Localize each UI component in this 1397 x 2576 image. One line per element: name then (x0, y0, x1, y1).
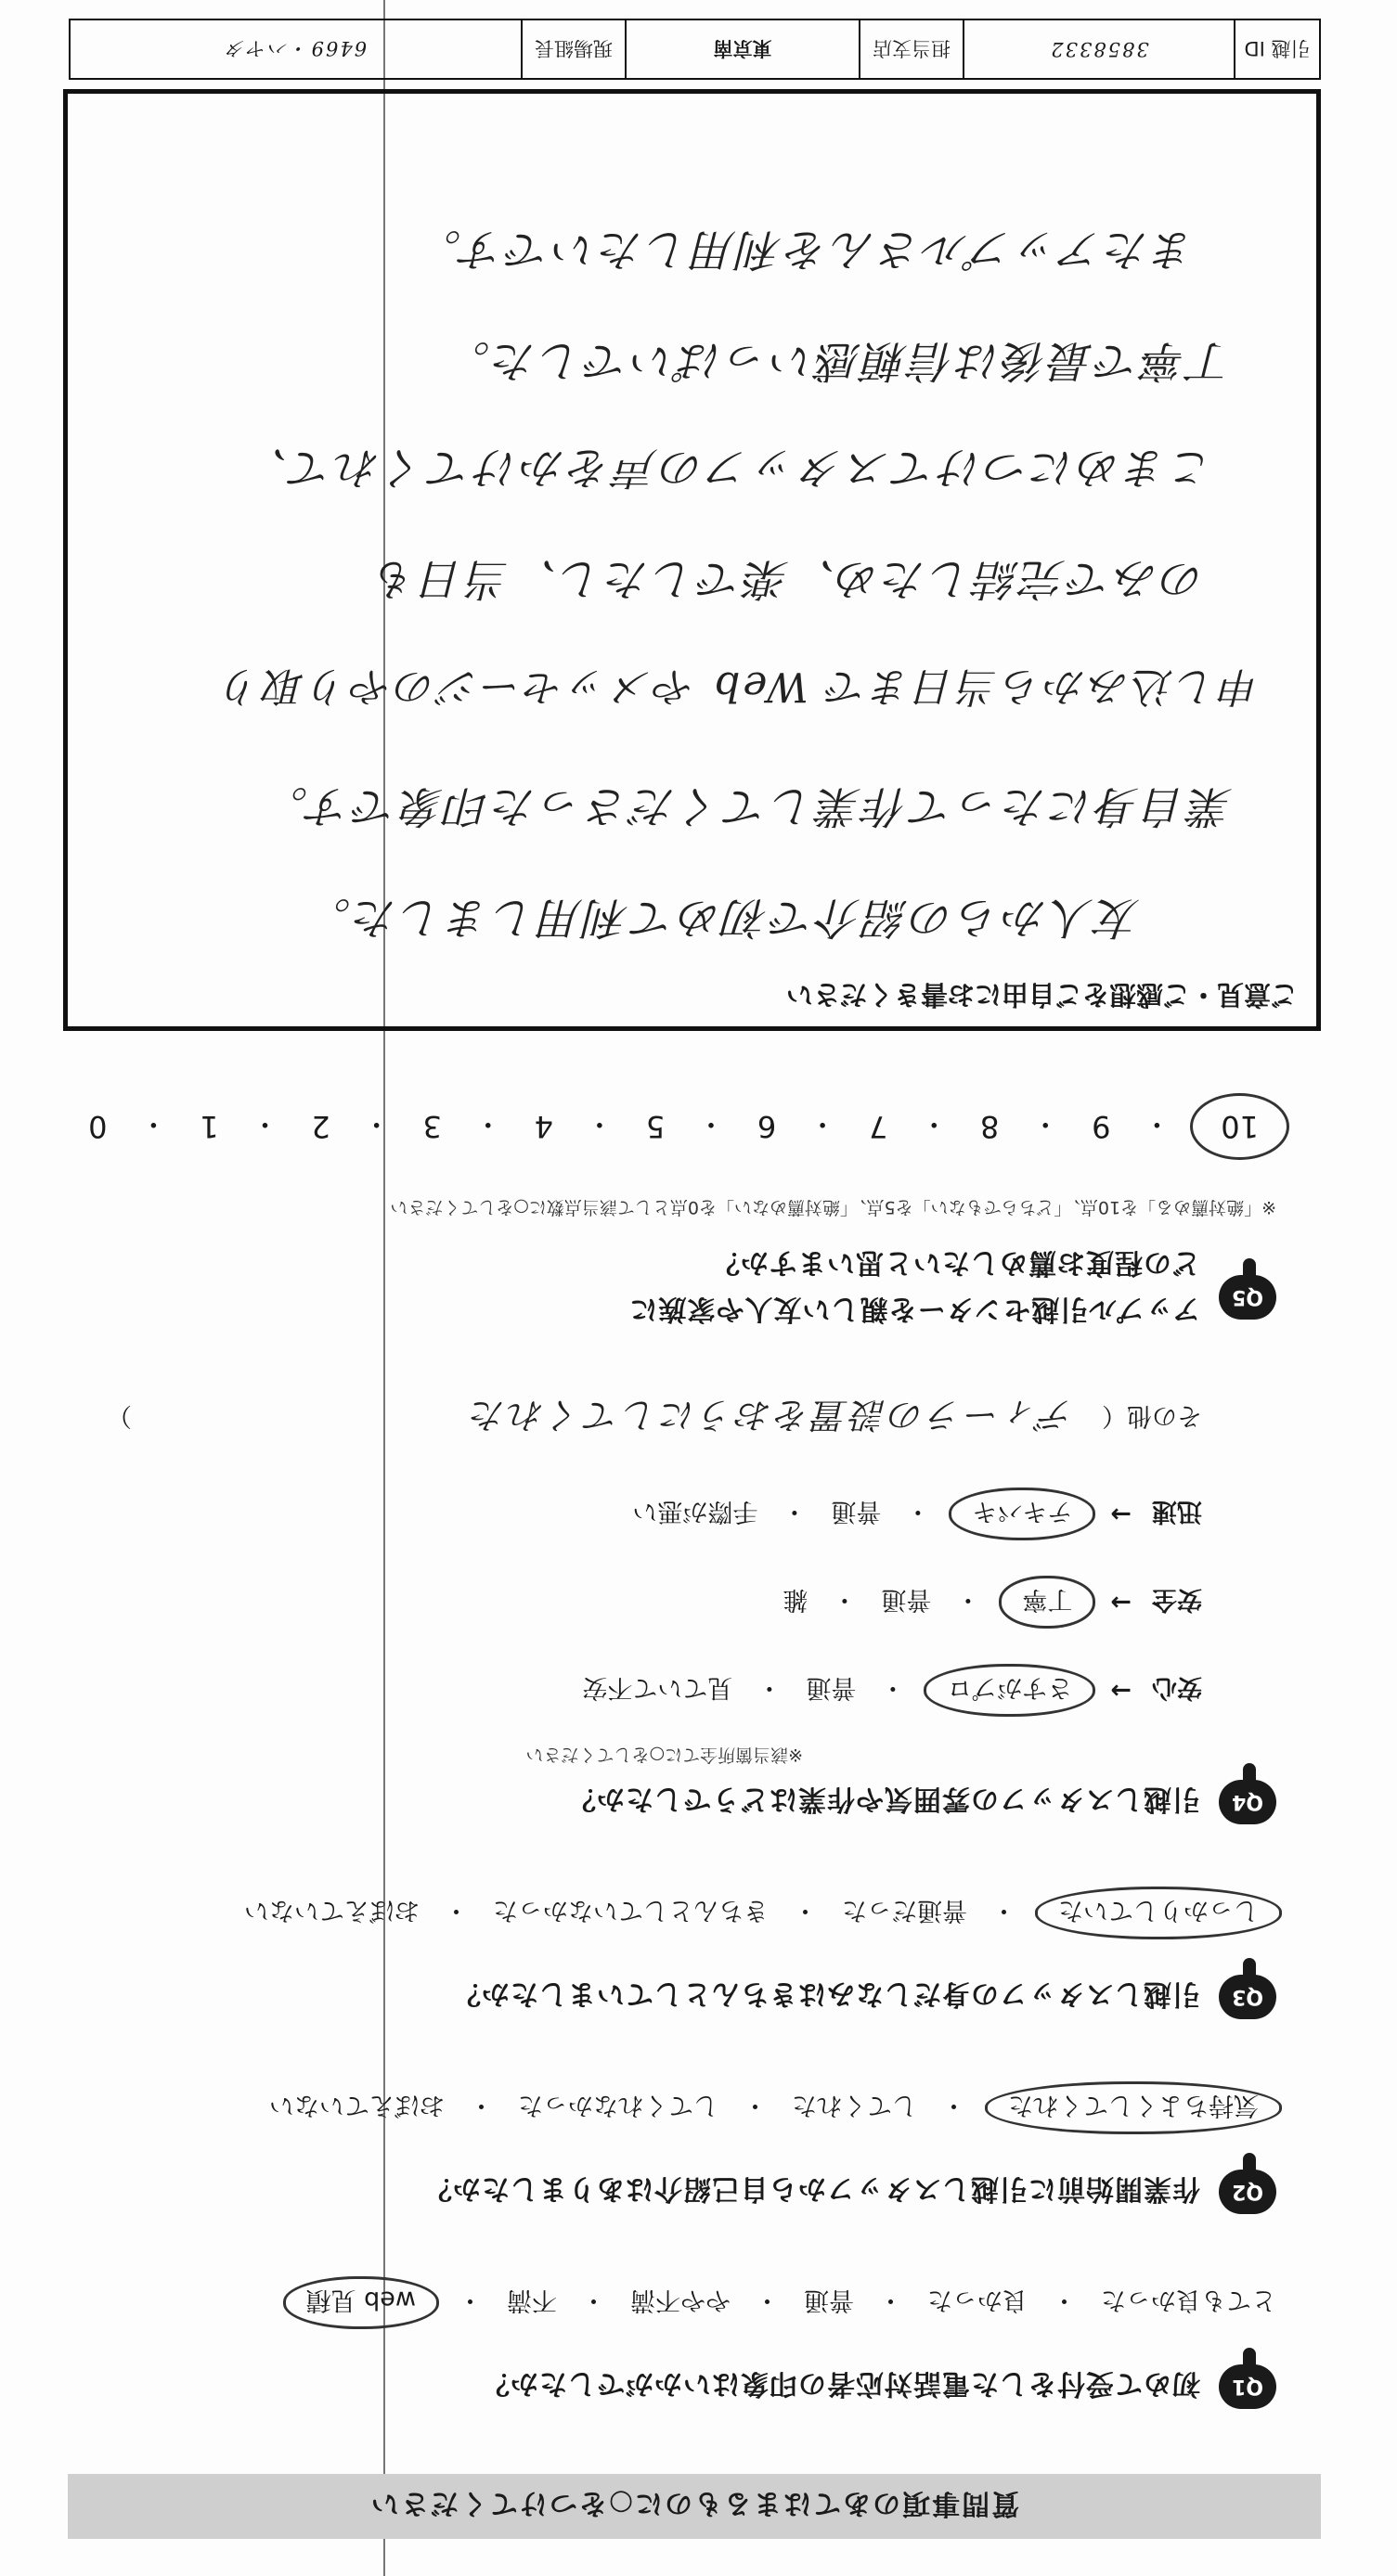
question-2 (423, 2170, 1276, 2214)
q4-other-label: その他（ (1102, 1401, 1202, 1430)
q1-option[interactable]: やや不満 (630, 2286, 731, 2314)
comment-title: ご意見・ご感想をご自由にお書きください (785, 979, 1298, 1011)
q3-badge: Q3 (1219, 1975, 1276, 2019)
q3-option[interactable]: 普通だった (842, 1896, 967, 1925)
q4-row-label: 迅速 (1152, 1497, 1202, 1526)
comment-line: 申し込みから当日まで Web やメッセージのやり取り (217, 663, 1261, 710)
instruction-banner (68, 2474, 1321, 2539)
branch-label: 担当支店 (859, 20, 963, 78)
question-1 (481, 2364, 1276, 2409)
q5-score[interactable]: 4 (534, 1109, 553, 1144)
id-table (69, 19, 1321, 80)
comment-line: またアップルさんを利用したいです。 (414, 224, 1196, 275)
q4-row-jinsoku: 迅速 → テキパキ ・ 普通 ・ 手際が悪い (632, 1496, 1202, 1532)
q3-text: 引越しスタッフの身だしなみはきちんとしていましたか？ (452, 1977, 1200, 2010)
comment-box[interactable] (63, 89, 1321, 1031)
q5-score[interactable]: 2 (311, 1109, 330, 1144)
q4-badge: Q4 (1219, 1780, 1276, 1824)
q5-score[interactable]: 8 (980, 1109, 1000, 1144)
q4-option[interactable]: 手際が悪い (632, 1497, 758, 1526)
q4-row-anzen: 安全 → 丁寧 ・ 普通 ・ 雑 (783, 1584, 1202, 1620)
q5-scale: 10 ・ 9 ・ 8 ・ 7 ・ 6 ・ 5 ・ 4 ・ 3 ・ 2 ・ 1 ・ 0 (88, 1106, 1276, 1147)
q2-options: 気持ちよくしてくれた ・ してくれた ・ してくれなかった ・ おぼえていない (269, 2090, 1276, 2126)
arrow-right-icon: → (1110, 1500, 1132, 1528)
leader-label: 現場組長 (521, 20, 625, 78)
q5-score[interactable]: 9 (1092, 1109, 1111, 1144)
comment-line: 丁寧で最後は信頼感いっぱいでした。 (444, 335, 1233, 386)
q4-option-selected[interactable]: さすがプロ (924, 1664, 1095, 1717)
q2-option-selected[interactable]: 気持ちよくしてくれた (985, 2081, 1282, 2134)
q5-score[interactable]: 5 (645, 1109, 666, 1144)
q1-badge: Q1 (1219, 2364, 1276, 2409)
q5-score-selected[interactable]: 10 (1190, 1093, 1289, 1160)
q4-option[interactable]: 雑 (783, 1585, 808, 1614)
q1-option[interactable]: とても良かった (1101, 2286, 1276, 2314)
q3-options: しっかりしていた ・ 普通だった ・ きちんとしていなかった ・ おぼえていない (244, 1895, 1276, 1931)
q4-other-close: ） (107, 1401, 132, 1430)
question-4 (567, 1780, 1276, 1824)
comment-line: 業自身にたって作業してくださった印象です。 (261, 780, 1233, 831)
q1-option[interactable]: 不満 (507, 2286, 557, 2314)
q4-option[interactable]: 見ていて不安 (582, 1673, 733, 1702)
move-id-label: 引越 ID (1234, 20, 1319, 78)
comment-line: のみで完結しため、楽でしたし、当日も (370, 553, 1205, 604)
q1-options: とても良かった ・ 良かった ・ 普通 ・ やや不満 ・ 不満 ・ web 見積 (289, 2285, 1276, 2321)
q4-text: 引越しスタッフの雰囲気や作業はどうでしたか？ (567, 1783, 1200, 1815)
question-3 (452, 1975, 1276, 2019)
q1-option-selected[interactable]: web 見積 (283, 2276, 439, 2329)
q5-badge: Q5 (1219, 1275, 1276, 1320)
q2-badge: Q2 (1219, 2170, 1276, 2214)
comment-line: こまめにつけてスタッフの声をかけてくれて、 (240, 442, 1214, 493)
instruction-banner-text: 質問事項のあてはまるものに○をつけてください (369, 2487, 1020, 2519)
q3-option[interactable]: きちんとしていなかった (493, 1896, 769, 1925)
q4-option[interactable]: 普通 (881, 1585, 932, 1614)
q4-option-selected[interactable]: テキパキ (949, 1488, 1095, 1540)
q4-row-label: 安心 (1152, 1673, 1202, 1702)
q3-option-selected[interactable]: しっかりしていた (1035, 1887, 1282, 1939)
q5-score[interactable]: 1 (200, 1109, 219, 1144)
leader-value: 6469・ハヤタ (224, 37, 368, 59)
q5-note: ※「絶対薦める」を10点、「どちらでもない」を5点、「絶対薦めない」を0点として該当点数に○をしてください (390, 1197, 1276, 1217)
arrow-right-icon: → (1110, 1588, 1132, 1616)
q3-option[interactable]: おぼえていない (244, 1896, 420, 1925)
question-5 (629, 1245, 1277, 1333)
q1-option[interactable]: 普通 (804, 2286, 854, 2314)
q4-other (107, 1393, 1202, 1444)
q5-text-line1: アップル引越センターを親しい友人や家族に (628, 1293, 1200, 1325)
arrow-right-icon: → (1110, 1676, 1132, 1705)
q5-score[interactable]: 3 (422, 1109, 442, 1144)
q5-score[interactable]: 6 (757, 1109, 777, 1144)
q4-option[interactable]: 普通 (806, 1673, 857, 1702)
branch-value: 東京南 (625, 20, 859, 78)
q2-option[interactable]: してくれなかった (518, 2091, 718, 2119)
q5-text-line2: どの程度お薦めしたいと思いますか？ (711, 1246, 1200, 1279)
q4-row-anshin: 安心 → さすがプロ ・ 普通 ・ 見ていて不安 (582, 1672, 1202, 1708)
q5-score[interactable]: 0 (88, 1109, 108, 1144)
q2-text: 作業開始前に引越しスタッフから自己紹介はありましたか？ (423, 2172, 1200, 2205)
q1-option[interactable]: 良かった (927, 2286, 1028, 2314)
q1-text: 初めて受付をした電話対応者の印象はいかがでしたか？ (481, 2367, 1200, 2400)
q4-row-label: 安全 (1152, 1585, 1202, 1614)
q2-option[interactable]: してくれた (792, 2091, 917, 2119)
comment-line: 友人からの紹介で初めて利用しました。 (304, 892, 1140, 943)
q2-option[interactable]: おぼえていない (269, 2091, 445, 2119)
q5-score[interactable]: 7 (868, 1109, 888, 1144)
move-id-value: 3858332 (963, 20, 1234, 78)
q4-other-handwriting[interactable]: ディーラの設置をおうにしてくれた (468, 1395, 1074, 1436)
q4-option[interactable]: 普通 (831, 1497, 882, 1526)
q4-note: ※該当箇所全てに○をしてください (525, 1745, 803, 1765)
q4-option-selected[interactable]: 丁寧 (999, 1576, 1095, 1629)
